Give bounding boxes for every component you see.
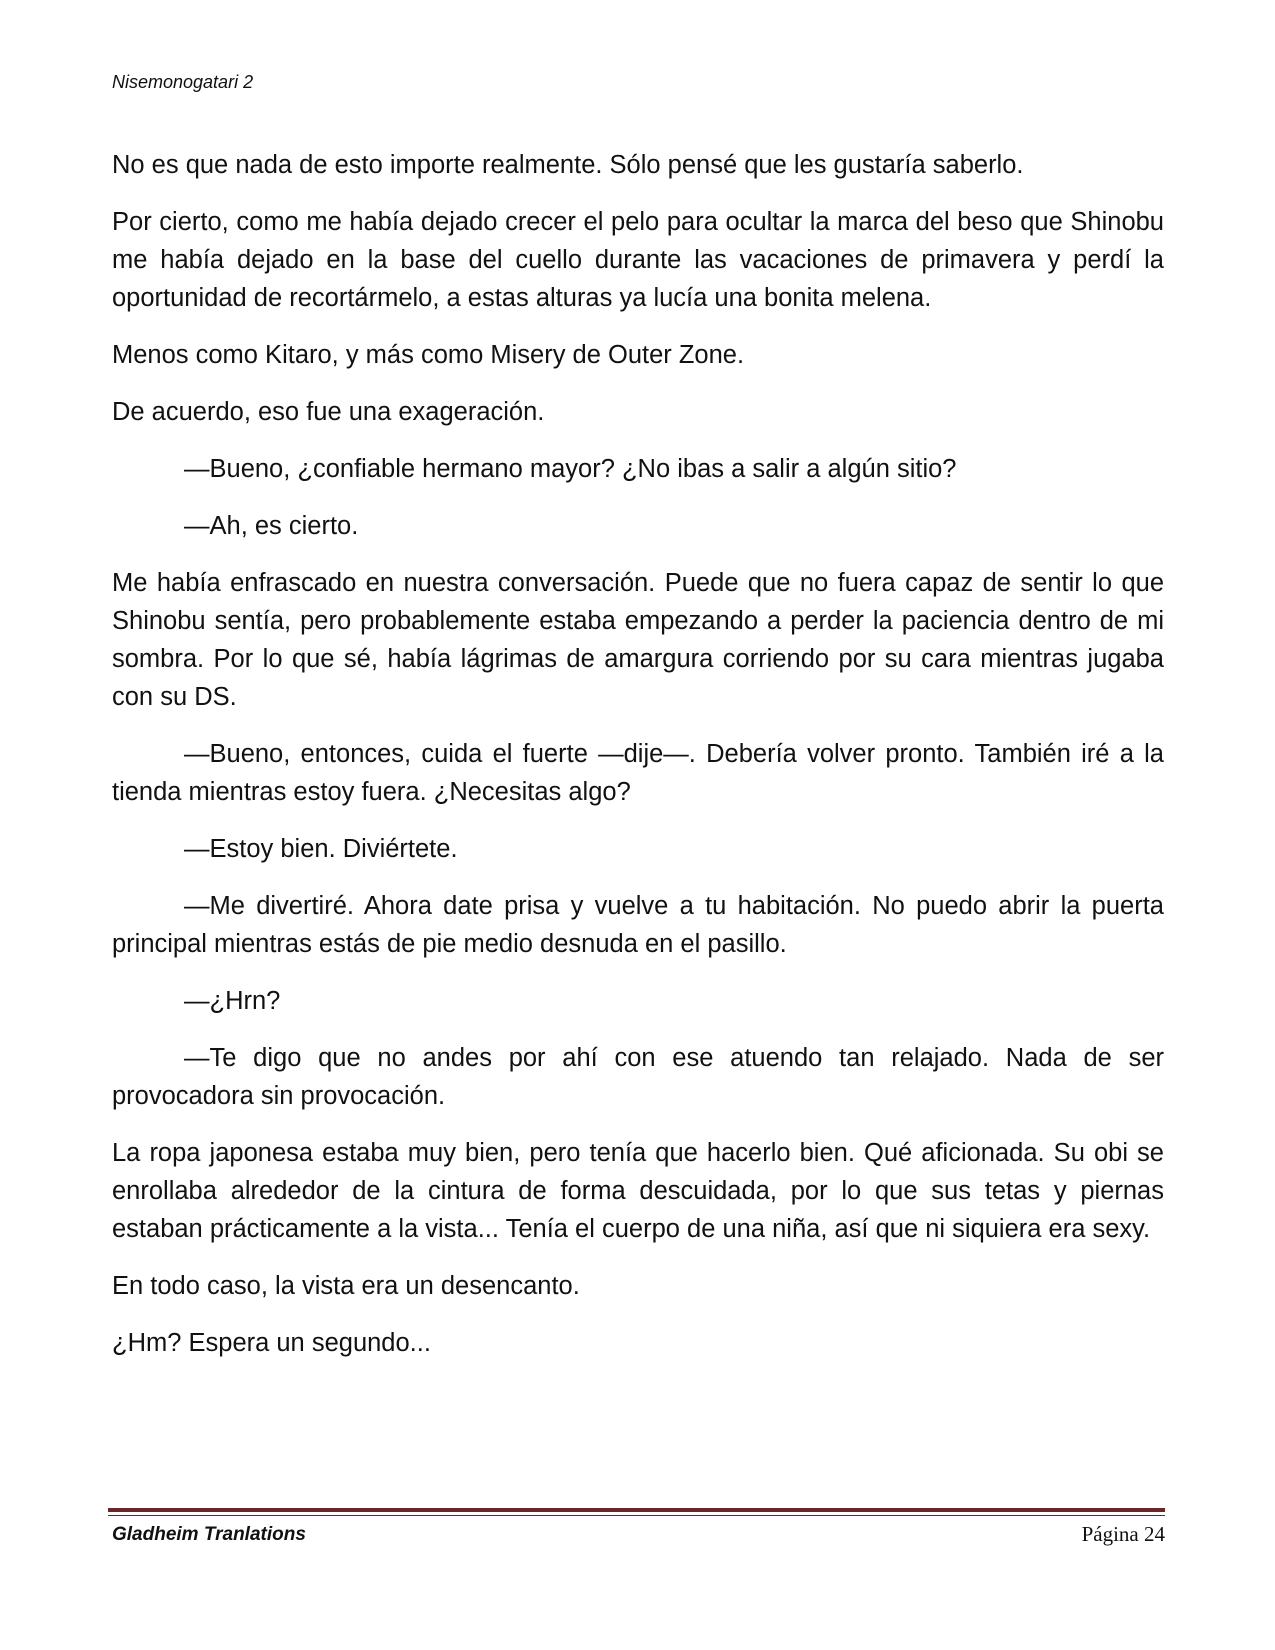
footer-rule (108, 1508, 1165, 1512)
dialogue-paragraph: —Te digo que no andes por ahí con ese atuendo tan relajado. Nada de ser provocadora sin provocación. (112, 1044, 1164, 1110)
dialogue-paragraph: —Estoy bien. Diviértete. (184, 835, 458, 863)
body-text (112, 146, 1164, 1381)
paragraph: En todo caso, la vista era un desencanto. (112, 1272, 580, 1300)
dialogue-paragraph: —Ah, es cierto. (184, 512, 359, 540)
running-header: Nisemonogatari 2 (112, 72, 254, 92)
page-number: Página 24 (1081, 1522, 1165, 1546)
dialogue-paragraph: —Bueno, entonces, cuida el fuerte —dije—. Debería volver pronto. También iré a la tienda mientras estoy fuera. ¿Necesitas algo? (112, 740, 1164, 806)
dialogue-paragraph: —Bueno, ¿confiable hermano mayor? ¿No ibas a salir a algún sitio? (184, 455, 957, 483)
paragraph: Me había enfrascado en nuestra conversación. Puede que no fuera capaz de sentir lo que Shinobu sentía, pero probablemente estaba empezando a perder la paciencia dentro de mi sombra. Por lo que sé, había lágrimas de amargura corriendo por su cara mientras jugaba con su DS. (112, 569, 1164, 711)
paragraph: La ropa japonesa estaba muy bien, pero tenía que hacerlo bien. Qué aficionada. Su obi se enrollaba alrededor de la cintura de forma descuidada, por lo que sus tetas y piernas estaban prácticamente a la vista... Tenía el cuerpo de una niña, así que ni siquiera era sexy. (112, 1139, 1164, 1243)
paragraph: No es que nada de esto importe realmente. Sólo pensé que les gustaría saberlo. (112, 151, 1024, 179)
footer-rule-thin (108, 1515, 1165, 1516)
dialogue-paragraph: —Me divertiré. Ahora date prisa y vuelve a tu habitación. No puedo abrir la puerta principal mientras estás de pie medio desnuda en el pasillo. (112, 892, 1164, 958)
paragraph: ¿Hm? Espera un segundo... (112, 1329, 431, 1357)
dialogue-paragraph: —¿Hrn? (184, 987, 281, 1015)
footer-credit: Gladheim Tranlations (112, 1524, 306, 1545)
paragraph: Por cierto, como me había dejado crecer el pelo para ocultar la marca del beso que Shinobu me había dejado en la base del cuello durante las vacaciones de primavera y perdí la oportunidad de recortármelo, a estas alturas ya lucía una bonita melena. (112, 208, 1164, 312)
paragraph: Menos como Kitaro, y más como Misery de Outer Zone. (112, 341, 745, 369)
paragraph: De acuerdo, eso fue una exageración. (112, 398, 545, 426)
